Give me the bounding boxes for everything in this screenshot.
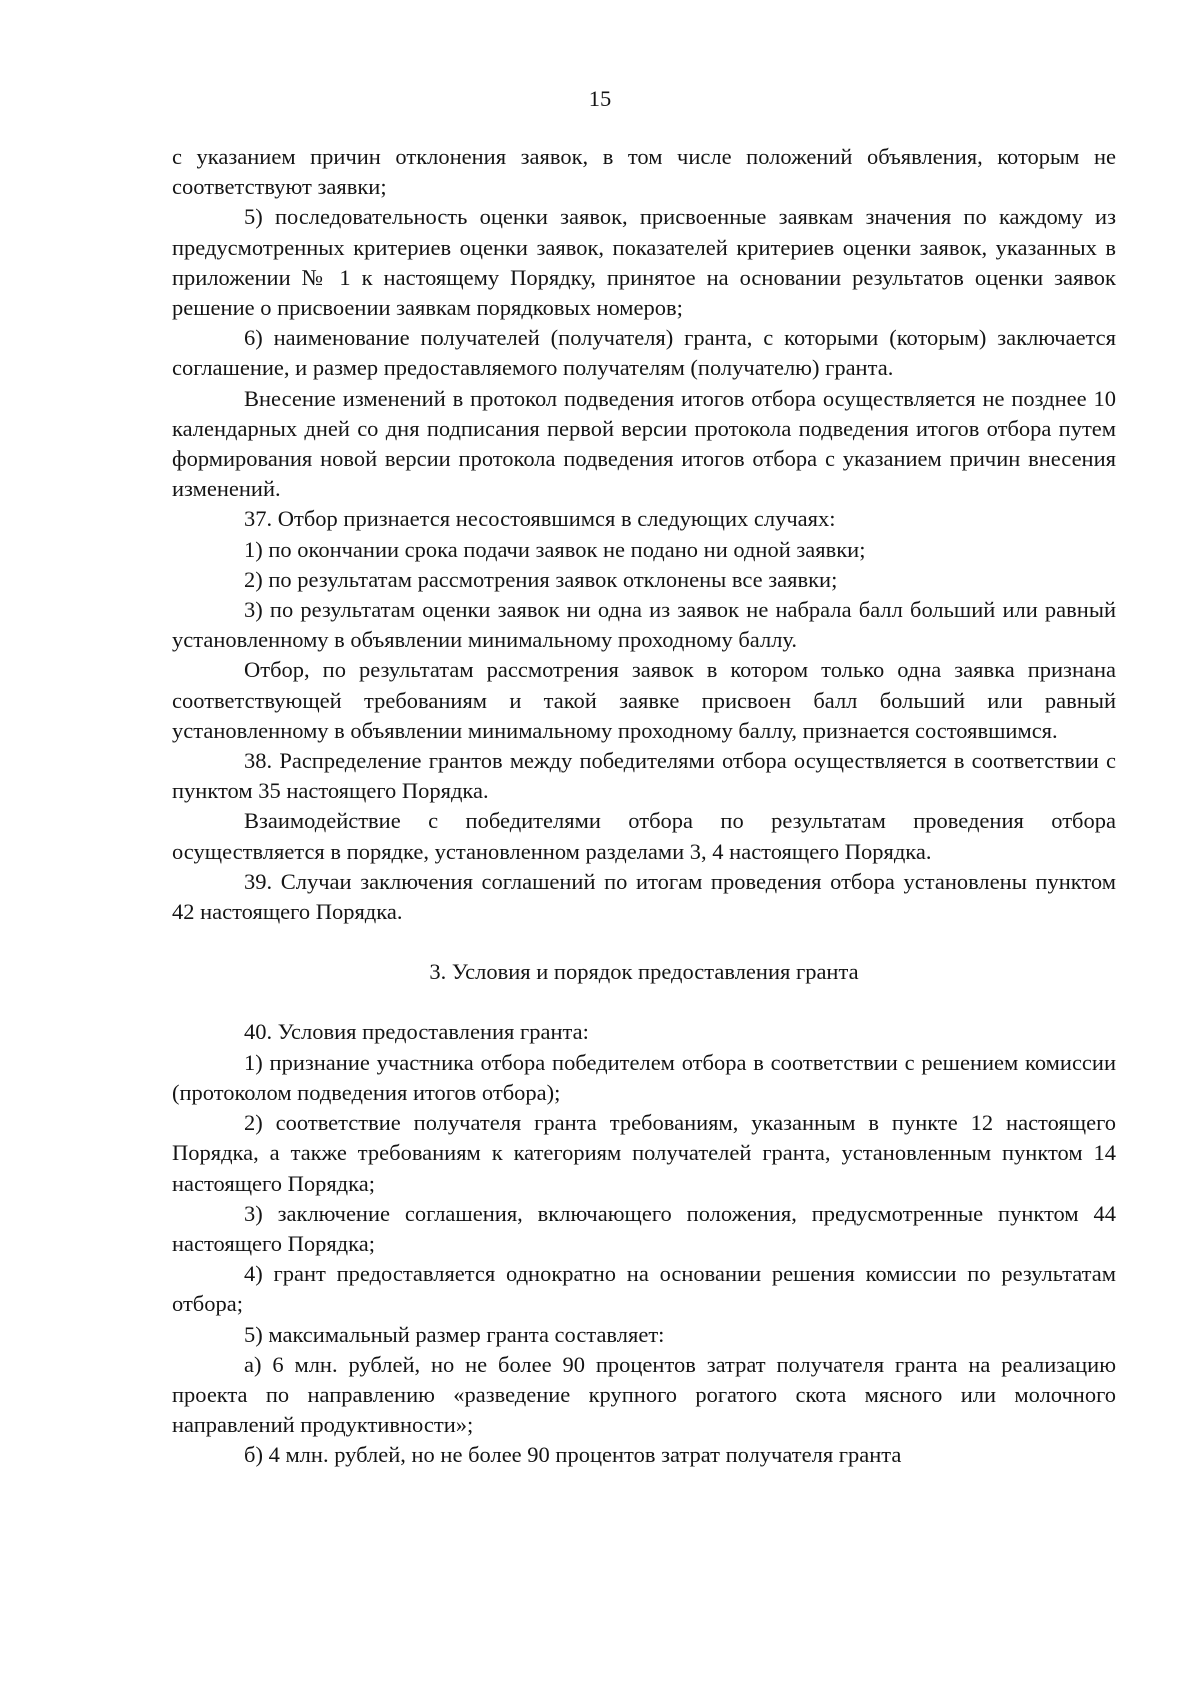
paragraph-clause-38: 38. Распределение грантов между победителями отбора осуществляется в соответствии с пунктом 35 настоящего Порядка. [172,748,1116,804]
section-heading: 3. Условия и порядок предоставления гранта [429,959,859,985]
paragraph-continuation: с указанием причин отклонения заявок, в том числе положений объявления, которым не соответствуют заявки; [172,144,1116,200]
paragraph-clause-40-item-3: 3) заключение соглашения, включающего положения, предусмотренные пунктом 44 настоящего Порядка; [172,1200,1116,1256]
paragraph-subitem-b: б) 4 млн. рублей, но не более 90 процентов затрат получателя гранта [244,1442,902,1468]
paragraph-clause-37-item-2: 2) по результатам рассмотрения заявок отклонены все заявки; [244,566,838,592]
paragraph-clause-40-item-5: 5) максимальный размер гранта составляет: [244,1321,665,1347]
paragraph-clause-40-item-4: 4) грант предоставляется однократно на основании решения комиссии по результатам отбора; [172,1261,1116,1317]
paragraph-clause-40-item-2: 2) соответствие получателя гранта требованиям, указанным в пункте 12 настоящего Порядка, а также требованиям к категориям получателей гранта, установленным пунктом 14 настоящего Порядка; [172,1110,1116,1196]
paragraph-clause-37: 37. Отбор признается несостоявшимся в следующих случаях: [244,506,836,532]
document-body [172,142,1116,1471]
paragraph-clause-40: 40. Условия предоставления гранта: [244,1019,589,1045]
paragraph-protocol-changes: Внесение изменений в протокол подведения итогов отбора осуществляется не позднее 10 календарных дней со дня подписания первой версии протокола подведения итогов отбора путем формирования новой версии протокола подведения итогов отбора с указанием причин внесения изменений. [172,385,1116,502]
paragraph-clause-37-item-1: 1) по окончании срока подачи заявок не подано ни одной заявки; [244,536,866,562]
paragraph-clause-40-item-1: 1) признание участника отбора победителем отбора в соответствии с решением комиссии (протоколом подведения итогов отбора); [172,1049,1116,1105]
paragraph-item-5: 5) последовательность оценки заявок, присвоенные заявкам значения по каждому из предусмотренных критериев оценки заявок, показателей критериев оценки заявок, указанных в приложении № 1 к настоящему Порядку, принятое на основании результатов оценки заявок решение о присвоении заявкам порядковых номеров; [172,204,1116,321]
page-number: 15 [588,86,612,111]
paragraph-clause-39: 39. Случаи заключения соглашений по итогам проведения отбора установлены пунктом 42 настоящего Порядка. [172,868,1116,925]
paragraph-clause-37-item-3: 3) по результатам оценки заявок ни одна из заявок не набрала балл больший или равный установленному в объявлении минимальному проходному баллу. [172,597,1116,653]
paragraph-subitem-a: а) 6 млн. рублей, но не более 90 процентов затрат получателя гранта на реализацию проекта по направлению «разведение крупного рогатого скота мясного или молочного направлений продуктивности»; [172,1351,1116,1438]
paragraph-single-application: Отбор, по результатам рассмотрения заявок в котором только одна заявка признана соответствующей требованиям и такой заявке присвоен балл больший или равный установленному в объявлении минимальному проходному баллу, признается состоявшимся. [172,657,1116,743]
paragraph-item-6: 6) наименование получателей (получателя) гранта, с которыми (которым) заключается соглашение, и размер предоставляемого получателям (получателю) гранта. [172,325,1116,381]
paragraph-interaction: Взаимодействие с победителями отбора по результатам проведения отбора осуществляется в порядке, установленном разделами 3, 4 настоящего Порядка. [172,808,1116,864]
